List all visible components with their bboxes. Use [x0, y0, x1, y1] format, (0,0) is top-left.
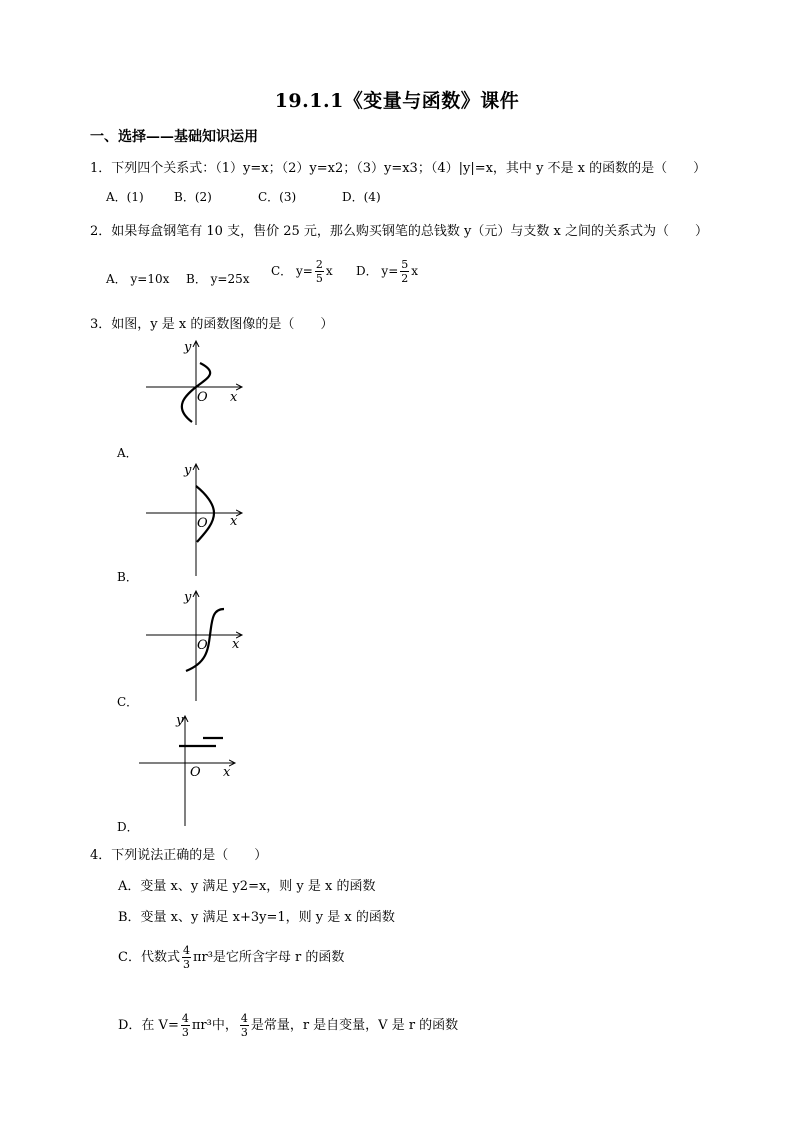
option-d-prefix: D．在 V= [118, 1018, 179, 1033]
x-axis-label: x [223, 765, 231, 780]
question-2-option-c [271, 258, 333, 285]
question-3-option-b: B． [117, 570, 138, 584]
numerator: 5 [401, 258, 409, 271]
denominator: 2 [401, 272, 409, 285]
graph-b [140, 458, 250, 578]
denominator: 5 [315, 272, 323, 285]
denominator: 3 [182, 958, 190, 971]
question-1-stem: 1．下列四个关系式：（1）y=x；（2）y=x2；（3）y=x3；（4）|y|=x，其中 y 不是 x 的函数的是（ ） [90, 161, 707, 176]
fraction [181, 1012, 190, 1039]
numerator: 4 [182, 944, 190, 957]
question-2-stem: 2．如果每盒钢笔有 10 支，售价 25 元，那么购买钢笔的总钱数 y（元）与支数 x 之间的关系式为（ ） [90, 224, 708, 239]
question-4-option-d [118, 1012, 458, 1039]
origin-label: O [197, 390, 208, 405]
origin-label: O [190, 765, 201, 780]
question-3-option-c: C． [117, 695, 139, 709]
y-axis-label: y [184, 590, 192, 605]
question-1-option-d: D．(4) [342, 190, 381, 204]
question-4-option-c [118, 944, 344, 971]
option-d-mid: πr³中， [191, 1018, 238, 1033]
question-1-option-c: C．(3) [258, 190, 297, 204]
question-3-option-a: A． [117, 446, 138, 460]
option-c-suffix: πr³是它所含字母 r 的函数 [192, 950, 345, 965]
numerator: 4 [181, 1012, 189, 1025]
fraction [400, 258, 409, 285]
question-3-option-d: D． [117, 820, 139, 834]
numerator: 4 [240, 1012, 248, 1025]
option-d-suffix: 是常量，r 是自变量，V 是 r 的函数 [250, 1018, 459, 1033]
question-4-stem: 4．下列说法正确的是（ ） [90, 848, 268, 863]
denominator: 3 [240, 1026, 248, 1039]
origin-label: O [197, 516, 208, 531]
x-axis-label: x [230, 514, 238, 529]
graph-a [140, 335, 250, 427]
option-c-prefix: C． y= [271, 264, 313, 278]
option-c-suffix: x [325, 264, 333, 278]
question-2-option-d [356, 258, 418, 285]
fraction [182, 944, 191, 971]
option-d-suffix: x [411, 264, 419, 278]
numerator: 2 [315, 258, 323, 271]
fraction [240, 1012, 249, 1039]
question-1-option-a: A．(1) [106, 190, 144, 204]
question-2-option-b: B． y=25x [186, 272, 250, 286]
denominator: 3 [181, 1026, 189, 1039]
question-1-option-b: B．(2) [174, 190, 212, 204]
origin-label: O [197, 638, 208, 653]
section-heading: 一、选择——基础知识运用 [90, 129, 258, 145]
x-axis-label: x [232, 637, 240, 652]
page-title: 19.1.1《变量与函数》课件 [274, 90, 520, 112]
question-2-option-a: A． y=10x [106, 272, 170, 286]
graph-c [140, 585, 250, 703]
curve [196, 486, 214, 542]
y-axis-label: y [176, 713, 184, 728]
option-d-prefix: D． y= [356, 264, 399, 278]
fraction [315, 258, 324, 285]
y-axis-label: y [184, 463, 192, 478]
y-axis-label: y [184, 340, 192, 355]
question-4-option-a: A．变量 x、y 满足 y2=x，则 y 是 x 的函数 [118, 879, 376, 894]
question-3-stem: 3．如图，y 是 x 的函数图像的是（ ） [90, 317, 334, 332]
graph-d [135, 710, 245, 828]
question-4-option-b: B．变量 x、y 满足 x+3y=1，则 y 是 x 的函数 [118, 910, 395, 925]
x-axis-label: x [230, 390, 238, 405]
option-c-prefix: C．代数式 [118, 950, 180, 965]
